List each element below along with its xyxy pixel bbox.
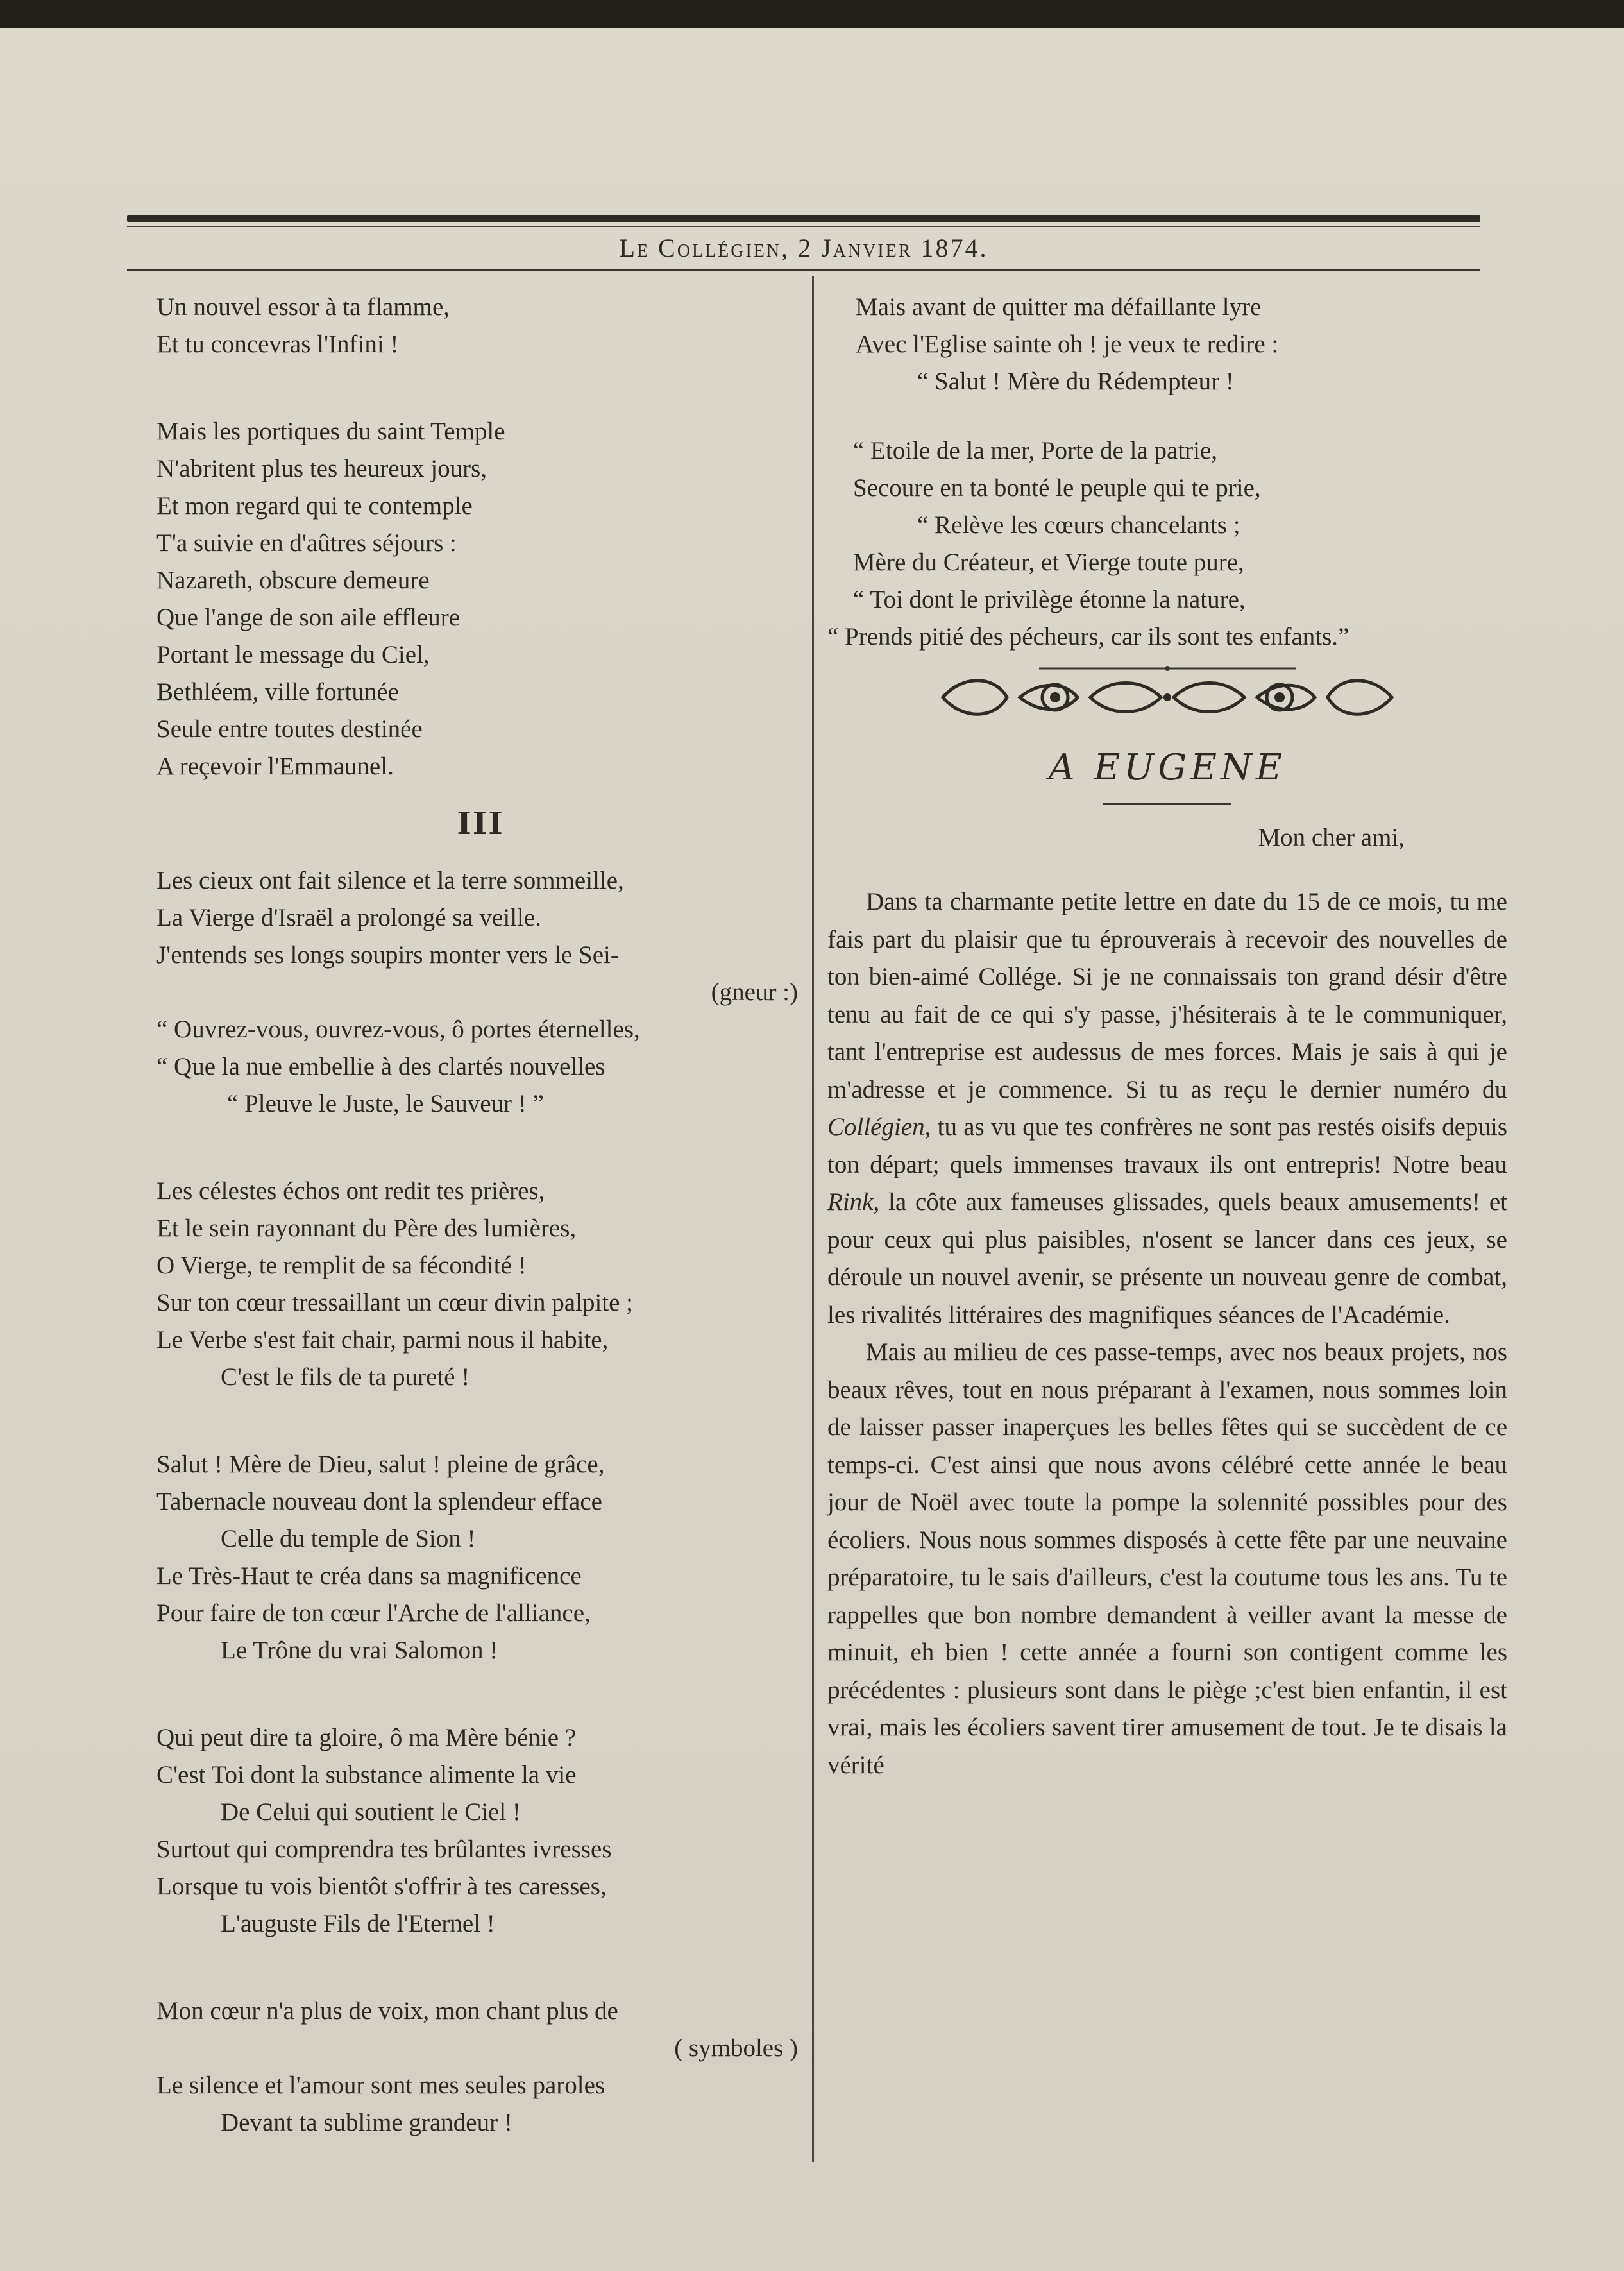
- letter-body: [827, 883, 1507, 1784]
- header-bottom-rule: [127, 269, 1480, 271]
- stanza-gap: [156, 363, 804, 413]
- stanza: [156, 1173, 804, 1396]
- verse-line: “ Relève les cœurs chancelants ;: [917, 511, 1240, 539]
- verse-line: Le silence et l'amour sont mes seules paroles: [156, 2071, 605, 2099]
- verse-line: Le Trône du vrai Salomon !: [221, 1637, 498, 1664]
- paragraph-gap: [827, 860, 1507, 883]
- stanza-gap: [156, 1123, 804, 1173]
- verse-line: Tabernacle nouveau dont la splendeur efface: [156, 1488, 602, 1515]
- verse-line: “ Que la nue embellie à des clartés nouvelles: [156, 1053, 605, 1080]
- stanza-gap: [827, 400, 1507, 432]
- verse-line: Mais les portiques du saint Temple: [156, 418, 505, 445]
- verse-line: “ Etoile de la mer, Porte de la patrie,: [853, 437, 1218, 464]
- stanza: [156, 413, 804, 785]
- verse-line: C'est le fils de ta pureté !: [221, 1363, 470, 1391]
- verse-line: De Celui qui soutient le Ciel !: [221, 1798, 521, 1826]
- verse-line: Celle du temple de Sion !: [221, 1525, 476, 1552]
- article-title: A EUGENE: [1049, 747, 1286, 788]
- verse-line: Surtout qui comprendra tes brûlantes ivresses: [156, 1835, 612, 1863]
- verse-line: T'a suivie en d'aûtres séjours :: [156, 529, 457, 557]
- verse-line: Mon cœur n'a plus de voix, mon chant plus de: [156, 1997, 618, 2025]
- verse-line: Lorsque tu vois bientôt s'offrir à tes caresses,: [156, 1873, 607, 1900]
- verse-line: La Vierge d'Israël a prolongé sa veille.: [156, 904, 541, 931]
- paragraph-text: , la côte aux fameuses glissades, quels beaux amusements! et pour ceux qui plus paisibles, n'osent se lancer dans ces jeux, se déroule un nouvel avenir, se présente un nouveau genre de combat, les rivalités littéraires des magnifiques séances de l'Académie.: [827, 1188, 1507, 1329]
- verse-line: Mère du Créateur, et Vierge toute pure,: [853, 549, 1244, 576]
- verse-line: Que l'ange de son aile effleure: [156, 604, 461, 631]
- verse-line: O Vierge, te remplit de sa fécondité !: [156, 1252, 527, 1279]
- stanza: [156, 862, 804, 1123]
- decorative-ornament: [827, 656, 1507, 733]
- verse-line: Secoure en ta bonté le peuple qui te prie,: [853, 474, 1261, 502]
- verse-line: Portant le message du Ciel,: [156, 641, 430, 668]
- verse-line: “ Prends pitié des pécheurs, car ils sont tes enfants.”: [827, 623, 1349, 651]
- stanza-gap: [156, 1396, 804, 1446]
- verse-line: Un nouvel essor à ta flamme,: [156, 293, 450, 321]
- stanza: [827, 289, 1507, 400]
- verse-line: Mais avant de quitter ma défaillante lyre: [856, 293, 1262, 321]
- title-underline: [1103, 803, 1231, 805]
- header-thin-rule: [127, 226, 1480, 227]
- verse-line: (gneur :): [711, 978, 798, 1006]
- italic-text: Collégien: [827, 1113, 925, 1141]
- verse-line: Et mon regard qui te contemple: [156, 492, 473, 520]
- left-column: [156, 289, 804, 2141]
- stanza-gap: [156, 1669, 804, 1719]
- verse-line: Sur ton cœur tressaillant un cœur divin palpite ;: [156, 1289, 634, 1316]
- letter-salutation: Mon cher ami,: [1258, 824, 1405, 851]
- paragraph: [827, 883, 1507, 1334]
- verse-line: N'abritent plus tes heureux jours,: [156, 455, 487, 482]
- ornament-flourish-icon: [936, 662, 1398, 726]
- verse-line: Et tu concevras l'Infini !: [156, 330, 399, 358]
- verse-line: Bethléem, ville fortunée: [156, 678, 399, 706]
- right-column: [827, 289, 1507, 1784]
- verse-line: Seule entre toutes destinée: [156, 715, 423, 743]
- verse-line: Salut ! Mère de Dieu, salut ! pleine de grâce,: [156, 1450, 605, 1478]
- verse-line: “ Pleuve le Juste, le Sauveur ! ”: [227, 1090, 544, 1118]
- verse-line: “ Ouvrez-vous, ouvrez-vous, ô portes éternelles,: [156, 1016, 640, 1043]
- verse-line: Nazareth, obscure demeure: [156, 566, 430, 594]
- verse-line: Pour faire de ton cœur l'Arche de l'alliance,: [156, 1599, 591, 1627]
- header-thick-rule: [127, 215, 1480, 222]
- verse-line: C'est Toi dont la substance alimente la vie: [156, 1761, 577, 1789]
- verse-line: J'entends ses longs soupirs monter vers le Sei-: [156, 941, 619, 969]
- verse-line: Le Très-Haut te créa dans sa magnificence: [156, 1562, 582, 1590]
- verse-line: “ Salut ! Mère du Rédempteur !: [917, 368, 1234, 395]
- paragraph-text: Dans ta charmante petite lettre en date du 15 de ce mois, tu me fais part du plaisir que tu éprouverais à recevoir des nouvelles de ton bien-aimé Collége. Si je ne connaissais ton grand désir d'être tenu au fait de ce qui s'y passe, j'hésiterais à te le communiquer, tant l'entreprise est audessus de mes forces. Mais je sais à qui je m'adresse et je commence. Si tu as reçu le dernier numéro du: [827, 888, 1507, 1103]
- running-header: Le Collégien, 2 Janvier 1874.: [619, 234, 988, 262]
- stanza: [156, 1446, 804, 1669]
- paragraph: Mais au milieu de ces passe-temps, avec nos beaux projets, nos beaux rêves, tout en nous préparant à l'examen, nous sommes loin de laisser passer inaperçues les belles fêtes qui se succèdent de ce temps-ci. C'est ainsi que nous avons célébré cette année le beau jour de Noël avec toute la pompe la solennité possibles pour des écoliers. Nous nous sommes disposés à cette fête par une neuvaine préparatoire, tu le sais d'ailleurs, c'est la coutume tous les ans. Tu te rappelles que bon nombre demandent à veiller avant la messe de minuit, eh bien ! cette année a fourni son contigent comme les précédentes : plusieurs sont dans le piège ;c'est bien enfantin, il est vrai, mais les écoliers savent tirer amusement de tout. Je te disais la vérité: [827, 1338, 1507, 1779]
- verse-line: Avec l'Eglise sainte oh ! je veux te redire :: [856, 330, 1279, 358]
- verse-line: Les célestes échos ont redit tes prières,: [156, 1177, 545, 1205]
- stanza: [156, 1719, 804, 1943]
- scan-top-edge: [0, 0, 1624, 28]
- verse-line: Et le sein rayonnant du Père des lumières,: [156, 1214, 577, 1242]
- stanza: [827, 432, 1507, 656]
- section-number: III: [457, 806, 504, 842]
- verse-line: Les cieux ont fait silence et la terre sommeille,: [156, 867, 624, 894]
- verse-line: “ Toi dont le privilège étonne la nature,: [853, 586, 1246, 613]
- stanza: [156, 289, 804, 363]
- verse-line: Le Verbe s'est fait chair, parmi nous il habite,: [156, 1326, 609, 1354]
- stanza: [156, 1993, 804, 2141]
- verse-line: A reçevoir l'Emmaunel.: [156, 753, 394, 780]
- column-divider: [812, 276, 814, 2162]
- verse-line: L'auguste Fils de l'Eternel !: [221, 1910, 495, 1937]
- verse-line: Devant ta sublime grandeur !: [221, 2109, 512, 2136]
- stanza-gap: [156, 1943, 804, 1993]
- verse-line: ( symboles ): [674, 2034, 798, 2062]
- verse-line: Qui peut dire ta gloire, ô ma Mère bénie ?: [156, 1724, 577, 1751]
- paragraph-text: , tu as vu que tes confrères ne sont pas restés oisifs depuis ton départ; quels immenses travaux ils ont entrepris! Notre beau: [827, 1113, 1507, 1178]
- italic-text: Rink: [827, 1188, 874, 1216]
